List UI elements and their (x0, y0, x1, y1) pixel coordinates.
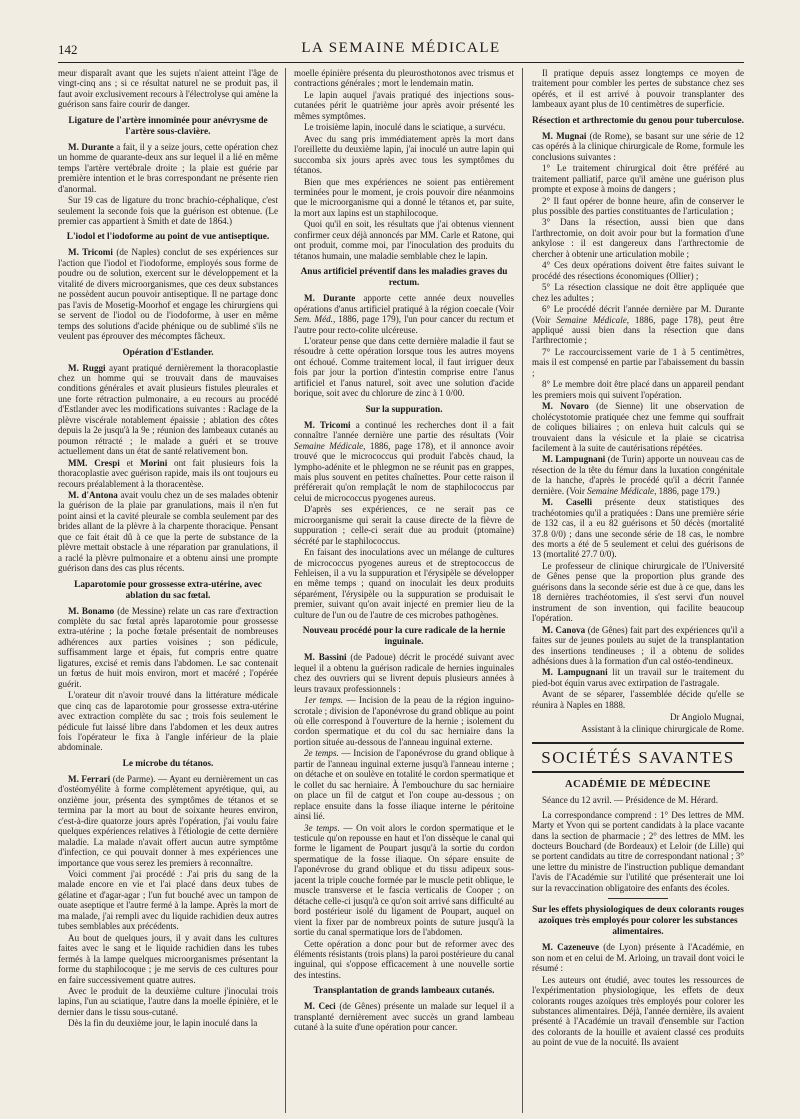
author-name: M. Tricomi (304, 419, 351, 430)
paragraph (58, 142, 278, 194)
section-heading: Résection et arthrectomie du genou pour tuberculose. (532, 115, 744, 126)
paragraph-text: lit un travail sur le traitement du pied-bot équin varus avec extirpation de l'astragale. (532, 667, 744, 688)
paragraph (532, 667, 744, 688)
section-banner: SOCIÉTÉS SAVANTES (532, 742, 744, 773)
page-number: 142 (58, 42, 78, 57)
session-line: Séance du 12 avril. — Présidence de M. Hérard. (542, 795, 719, 806)
paragraph: La correspondance comprend : 1° Des lettres de MM. Marty et Yvon qui se portent candidats à la place vacante dans la section de pharmacie ; 2° des lettres de MM. les docteurs Bouchard (de Bordeaux) et Leloir (de Lille) qui se portent candidats au titre de correspondant national ; 3° une lettre du ministre de l'instruction publique demandant l'avis de l'Académie sur l'utilité que présenterait une loi sur la revaccination obligatoire des enfants des écoles. (532, 809, 744, 893)
author-name: M. Ceci (304, 1001, 336, 1012)
paragraph-text: (de Messine) relate un cas rare d'extraction complète du sac fœtal après laparotomie pour grossesse extra-utérine ; la poche fœtale présentait de nombreuses adhérences aux parties voisines ; son pédicule, suffisamment large et épais, fut compris entre quatre ligatures, excisé et remis dans l'abdomen. Le sac contenait un fœtus de huit mois environ, mort et macéré ; l'opérée guérit. (58, 605, 278, 689)
paragraph (58, 363, 278, 457)
section-heading: Transplantation de grands lambeaux cutanés. (313, 986, 495, 997)
paragraph (58, 490, 278, 574)
paragraph (58, 458, 278, 489)
paragraph-text: 6° Le procédé décrit l'année dernière par M. Durante (Voir (532, 304, 744, 325)
paragraph (58, 774, 278, 868)
paragraph-text: et (119, 457, 140, 468)
paragraph-text: a fait, il y a seize jours, cette opération chez un homme de quarante-deux ans sur lequel il a lié en même temps l'artère vertébrale droite ; la plaie est guérie par première intention et le bras correspondant ne présente rien d'anormal. (58, 141, 278, 194)
society-name: ACADÉMIE DE MÉDECINE (565, 779, 711, 791)
paragraph (294, 748, 514, 821)
paragraph: Bien que mes expériences ne soient pas entièrement terminées pour le moment, je crois pouvoir dire néanmoins que le microorganisme qui a donné le tétanos et, par suite, la mort aux lapins est un staphilocoque. (294, 176, 514, 218)
paragraph-text: (de Gênes) présente un malade sur lequel il a transplanté dernièrement avec succès un grand lambeau cutané à la suite d'une opération pour cancer. (294, 1001, 514, 1033)
paragraph-text: (de Parme). — Ayant eu dernièrement un cas d'ostéomyélite à forme complètement apyrétique, qui, au onzième jour, présenta des symptômes de tétanos et se termina par la mort au bout de soixante heures environ, c'est-à-dire quatorze jours après l'opération, j'ai voulu faire quelques expériences relatives à l'étiologie de cette dernière maladie. La malade n'avait offert aucun autre symptôme d'infection, ce qui pouvait donner à mes expériences une importance que vous serez les premiers à reconnaître. (58, 773, 278, 868)
author-name: M. Bonamo (68, 605, 115, 616)
section-heading: Le microbe du tétanos. (122, 758, 214, 769)
paragraph (532, 401, 744, 453)
section-heading: Laparotomie pour grossesse extra-utérine, avec ablation du sac fœtal. (74, 579, 262, 601)
paragraph: Cette opération a donc pour but de reformer avec des éléments résistants (trois plans) la paroi postérieure du canal inguinal, qui s'oppose efficacement à une nouvelle sortie des intestins. (294, 938, 514, 980)
paragraph-text: , 1886, page 178), et il annonce avoir trouvé que le micrococcus qui produit l'abcès chaud, la lympho-adénite et le phlegmon ne se réunit pas en grappes, mais plus souvent en petites chaînettes. Pour cette raison il préférerait qu'on remplaçât le nom de staphilococcus par celui de micrococcus pyogenes aureus. (294, 440, 514, 503)
paragraph-text: — On voit alors le cordon spermatique et le testicule qu'on repousse en haut et l'on dissèque le canal qui forme le ligament de Poupart jusqu'à la sortie du cordon spermatique de la fosse iliaque. On sépare ensuite de l'aponévrose du grand oblique et du tissu adipeux sous-jacent la triple couche formée par le muscle petit oblique, le muscle transverse et le fascia verticalis de Cooper ; on détache celle-ci jusqu'à ce qu'on soit arrivé sans difficulté au bord postérieur isolé du ligament de Poupart, auquel on vient la fixer par de nombreux points de suture jusqu'à la sortie du canal spermatique lors de l'abdomen. (294, 822, 514, 938)
paragraph-text: ayant pratiqué dernièrement la thoracoplastie chez un homme qui se trouvait dans de mauvaises conditions générales et avait plusieurs fistules pleurales et une forte rétraction pulmonaire, a eu recours au procédé d'Estlander avec les modifications suivantes : Raclage de la plèvre viscérale notablement épaissie ; ablation des côtes depuis la 2e jusqu'à la 9e ; réunion des lambeaux cutanés au poumon rétracté ; le malade a guéri et se trouve actuellement dans un état de santé relativement bon. (58, 362, 278, 457)
author-name: M. Ruggi (68, 362, 106, 373)
author-name: M. Durante (68, 141, 114, 152)
paragraph (58, 606, 278, 690)
paragraph (532, 131, 744, 162)
paragraph-text: ont fait plusieurs fois la thoracoplastie avec guérison rapide, mais ils ont toujours eu recours préalablement à la thoracentèse. (58, 457, 278, 489)
journal-reference: Semaine Médicale (556, 314, 627, 325)
section-heading: Ligature de l'artère innominée pour anévrysme de l'artère sous-clavière. (68, 115, 268, 137)
paragraph-text: présente deux statistiques des trachéotomies qu'il a pratiquées : Dans une première série de 132 cas, il a eu 82 guérisons et 50 décès (mortalité 37.8 0/0) ; dans une seconde série de 18 cas, le nombre des morts a été de 5 seulement et celui des guérisons de 13 (mortalité 27.7 0/0). (532, 497, 744, 560)
section-heading: Nouveau procédé pour la cure radicale de la hernie inguinale. (302, 626, 506, 648)
section-heading: Opération d'Estlander. (122, 347, 214, 358)
author-name: M. Durante (304, 293, 356, 304)
paragraph: Avant de se séparer, l'assemblée décide qu'elle se réunira à Naples en 1888. (532, 689, 744, 710)
section-heading: L'iodol et l'iodoforme au point de vue antiseptique. (66, 232, 270, 243)
paragraph (294, 695, 514, 747)
paragraph (58, 247, 278, 341)
paragraph-text: — Incision de la peau de la région inguino-scrotale ; division de l'aponévrose du grand oblique au point où elle correspond à l'ouverture de la hernie ; isolement du cordon spermatique et du col du sac herniaire dans la portion située au-dessous de l'anneau inguinal externe. (294, 695, 514, 747)
paragraph-text: , 1886, page 179.) (654, 485, 720, 496)
paragraph: moelle épinière présenta du pleurosthotonos avec trismus et contractions générales ; mort le lendemain matin. (294, 68, 514, 89)
paragraph-text: (de Sienne) lit une observation de cholécystotomie pratiquée chez une femme qui souffrait de coliques biliaires ; on enleva huit calculs qui se trouvaient dans la vésicule et la plaie se cicatrisa facilement à la suite de cautérisations répétées. (532, 401, 744, 453)
paragraph (294, 652, 514, 694)
author-name: M. Lampugnani (542, 667, 608, 678)
paragraph: Dès la fin du deuxième jour, le lapin inoculé dans la (68, 1018, 258, 1029)
list-item: 7° Le raccourcissement varie de 1 à 5 centimètres, mais il est compensé en partie par l'abaissement du bassin ; (532, 346, 744, 378)
journal-reference: Semaine Médicale (587, 485, 655, 496)
paragraph-text: (de Gênes) fait part des expériences qu'il a faites sur de jeunes poulets au sujet de la transplantation des insertions tendineuses ; il a obtenu de solides adhésions dues à la formation d'un cal ostéo-tendineux. (532, 624, 744, 667)
author-name: M. Mugnai (542, 130, 587, 141)
paragraph: Au bout de quelques jours, il y avait dans les cultures faites avec le sang et le liquide rachidien dans les tubes fermés à la lampe quelques microorganismes présentant la forme du staphilocoque ; je me servis de ces cultures pour en faire successivement quatre autres. (58, 932, 278, 985)
journal-title: LA SEMAINE MÉDICALE (301, 40, 501, 56)
list-item: 8° Le membre doit être placé dans un appareil pendant les premiers mois qui suivent l'opération. (532, 379, 744, 400)
paragraph: Il pratique depuis assez longtemps ce moyen de traitement pour combler les pertes de substance chez ses opérés, et il est arrivé à pouvoir transplanter des lambeaux ayant plus de 10 centimètres de superficie. (532, 68, 744, 110)
paragraph (532, 625, 744, 667)
author-name: M. Caselli (542, 497, 592, 508)
paragraph: Sur 19 cas de ligature du tronc brachio-céphalique, c'est seulement la seconde fois que la guérison est obtenue. (Le premier cas appartient à Smith et date de 1864.) (58, 195, 278, 226)
step-label: 1er temps. (304, 695, 344, 706)
column-3 (532, 68, 744, 1113)
signature-name: Dr Angiolo Mugnai, (669, 712, 744, 723)
paragraph-text: (de Naples) conclut de ses expériences sur l'action que l'iodol et l'iodoforme, employés sous forme de poudre ou de solution, exercent sur le développement et la vitalité de divers microorganismes, que ces deux substances ne possèdent aucun pouvoir antiseptique. Il ne partage donc pas l'avis de Mosetig-Moorhof et engage les chirurgiens qui se servent de l'iodol ou de l'iodoforme, à user en même temps des solutions d'acide phénique ou de sublimé s'ils ne veulent pas éprouver des mécomptes fâcheux. (58, 247, 278, 342)
paragraph-text: — Incision de l'aponévrose du grand oblique à partir de l'anneau inguinal externe jusqu'à l'anneau interne ; on détache et on soulève en totalité le cordon spermatique et le collet du sac herniaire. À l'embouchure du sac herniaire on place un fil de catgut et l'on coupe au-dessous ; on replace ensuite dans la fosse iliaque interne le péritoine ainsi lié. (294, 748, 514, 822)
author-name: M. Ferrari (68, 773, 111, 784)
paragraph: L'orateur dit n'avoir trouvé dans la littérature médicale que cinq cas de laparotomie pour grossesse extra-utérine avec extraction complète du sac ; trois fois seulement le pédicule fut laissé libre dans l'abdomen et les deux autres fois l'opérateur le fixa à l'angle inférieur de la plaie abdominale. (58, 690, 278, 753)
paragraph-text: (de Padoue) décrit le procédé suivant avec lequel il a obtenu la guérison radicale de hernies inguinales chez des ouvriers qui se livrent depuis plusieurs années à leurs travaux professionnels : (294, 652, 514, 694)
author-name: MM. Crespi (68, 457, 120, 468)
author-name: M. Cazeneuve (542, 942, 600, 953)
paragraph: En faisant des inoculations avec un mélange de cultures de micrococcus pyogenes aureus et de streptococcus de Fehleisen, il a vu la suppuration et l'érysipèle se développer en même temps ; quand on inoculait les deux produits séparément, l'érysipèle ou la suppuration se produisait le premier, suivant qu'on avait injecté en premier lieu de la culture de l'un ou de l'autre de ces microbes pathogènes. (294, 547, 514, 620)
paragraph (532, 454, 744, 496)
paragraph-text: apporte cette année deux nouvelles opérations d'anus artificiel pratiqué à la région coecale (Voir (294, 293, 514, 314)
paragraph: Le lapin auquel j'avais pratiqué des injections sous-cutanées périt le quatrième jour après avoir présenté les mêmes symptômes. (294, 89, 514, 121)
list-item: 3° Dans la résection, aussi bien que dans l'arthrectomie, on doit avoir pour but la formation d'une ankylose : il est dangereux dans l'arthrectomie de chercher à obtenir une articulation mobile ; (532, 217, 744, 259)
column-2 (294, 68, 514, 1113)
journal-reference: Sem. Méd. (294, 314, 333, 325)
paragraph: Quoi qu'il en soit, les résultats que j'ai obtenus viennent confirmer ceux déjà annoncés par MM. Carle et Ratone, qui ont produit, comme moi, par l'inoculation des produits du tétanos humain, une maladie semblable chez le lapin. (294, 219, 514, 261)
list-item: 1° Le traitement chirurgical doit être préféré au traitement palliatif, parce qu'il amène une guérison plus prompte et expose à moins de dangers ; (532, 163, 744, 195)
paragraph: Le professeur de clinique chirurgicale de l'Université de Gênes pense que la proportion plus grande des guérisons dans la seconde série est due à ce que, dans les 18 dernières trachéotomies, il s'est servi d'un nouvel instrument de son invention, qui facilite beaucoup l'opération. (532, 560, 744, 624)
paragraph-text: a continué les recherches dont il a fait connaître l'année dernière une partie des résultats (Voir (294, 419, 514, 441)
author-name: M. Novaro (542, 401, 589, 412)
paragraph: L'orateur pense que dans cette dernière maladie il faut se résoudre à cette opération lorsque tous les autres moyens ont échoué. Comme traitement local, il faut irriguer deux fois par jour la portion d'intestin comprise entre l'anus artificiel et l'anus naturel, soit avec une solution d'acide borique, soit avec du chlorure de zinc à 1 0/00. (294, 335, 514, 399)
paragraph: meur disparaît avant que les sujets n'aient atteint l'âge de vingt-cinq ans ; si ce résultat naturel ne se produit pas, il faut avoir exclusivement recours à l'électrolyse qui amène la guérison sans faire courir de danger. (58, 68, 278, 110)
paragraph: Voici comment j'ai procédé : J'ai pris du sang de la malade encore en vie et l'ai placé dans deux tubes de gélatine et d'agar-agar ; l'un fut bouché avec un tampon de ouate aseptique et l'autre fermé à la lampe. Après la mort de ma malade, j'ai rempli avec du liquide rachidien deux autres tubes semblables aux précédents. (58, 869, 278, 932)
paragraph (532, 497, 744, 560)
paragraph-text: (de Turin) apporte un nouveau cas de résection de la tête du fémur dans la luxation congénitale de la hanche, d'après le procédé qu'il a décrit l'année dernière. (Voir (532, 454, 744, 496)
paragraph: Le troisième lapin, inoculé dans le sciatique, a survécu. (304, 122, 506, 133)
paragraph (294, 293, 514, 335)
author-name: M. Lampugnani (542, 454, 606, 465)
signature-title: Assistant à la clinique chirurgicale de Rome. (581, 723, 744, 734)
list-item: 2° Il faut opérer de bonne heure, afin de conserver le plus possible des parties constituantes de l'articulation ; (532, 195, 744, 216)
section-heading: Sur les effets physiologiques de deux colorants rouges azoïques très employés pour colorer les substances alimentaires. (532, 905, 744, 938)
author-name: M. Canova (542, 624, 586, 635)
section-heading: Anus artificiel préventif dans les maladies graves du rectum. (300, 267, 508, 289)
author-name: M. Tricomi (68, 247, 113, 258)
column-rule (285, 68, 286, 1113)
author-name: M. d'Antona (68, 489, 118, 500)
step-label: 2e temps. (304, 748, 339, 759)
paragraph: Les auteurs ont étudié, avec toutes les ressources de l'expérimentation physiologique, les effets de deux colorants rouges azoïques très employés pour colorer les substances alimentaires. Déjà, l'année dernière, ils avaient présenté à l'Académie un travail d'ensemble sur l'action des colorants de la houille et avaient classé ces produits au point de vue de la nocuité. Ils avaient (532, 974, 744, 1048)
paragraph-text: (de Lyon) présente à l'Académie, en son nom et en celui de M. Arloing, un travail dont voici le résumé : (532, 942, 744, 974)
author-name: M. Bassini (304, 652, 347, 663)
section-heading: Sur la suppuration. (365, 404, 443, 415)
paragraph-text: avait voulu chez un de ses malades obtenir la guérison de la plaie par granulations, mais il n'en fut point ainsi et la cavité pleurale se combla seulement par des brides allant de la plèvre à la charpente thoracique. Pensant que ce fait était dû à ce que la perte de substance de la plèvre mettait obstacle à une réparation par granulations, il a raclé la plèvre pulmonaire et a obtenu ainsi une prompte guérison dans des cas plus récents. (58, 489, 278, 574)
list-item: 5° La résection classique ne doit être appliquée que chez les adultes ; (532, 282, 744, 303)
author-name: Morini (139, 457, 168, 468)
list-item: 4° Ces deux opérations doivent être faites suivant le procédé des résections économiques (Ollier) ; (532, 260, 744, 281)
journal-reference: Semaine Médicale (294, 440, 364, 451)
page-header (58, 40, 744, 63)
paragraph (294, 420, 514, 504)
paragraph (294, 1001, 514, 1032)
paragraph-text: , 1886, page 178), peut être appliqué aussi bien dans la résection que dans l'arthrectomie ; (532, 314, 744, 346)
paragraph-text: , 1886, page 179), l'un pour cancer du rectum et l'autre pour recto-colite ulcéreuse. (294, 314, 514, 335)
column-rule (522, 68, 523, 1113)
divider (608, 898, 668, 899)
paragraph: Avec le produit de la deuxième culture j'inoculai trois lapins, l'un au sciatique, l'autre dans la moelle épinière, et le dernier dans le tissu sous-cutané. (58, 985, 278, 1017)
list-item (532, 304, 744, 346)
paragraph: Avec du sang pris immédiatement après la mort dans l'oreillette du deuxième lapin, j'ai inoculé un autre lapin qui succomba six jours après avec tous les symptômes du tétanos. (294, 133, 514, 176)
paragraph-text: (de Rome), se basant sur une série de 12 cas opérés à la clinique chirurgicale de Rome, formule les conclusions suivantes : (532, 130, 744, 162)
paragraph (294, 823, 514, 938)
paragraph: D'après ses expériences, ce ne serait pas ce microorganisme qui serait la cause directe de la fièvre de suppuration ; celle-ci serait due au produit (ptomaïne) sécrété par le staphilococcus. (294, 504, 514, 546)
step-label: 3e temps. (304, 822, 340, 833)
paragraph (532, 942, 744, 973)
column-1 (58, 68, 278, 1113)
